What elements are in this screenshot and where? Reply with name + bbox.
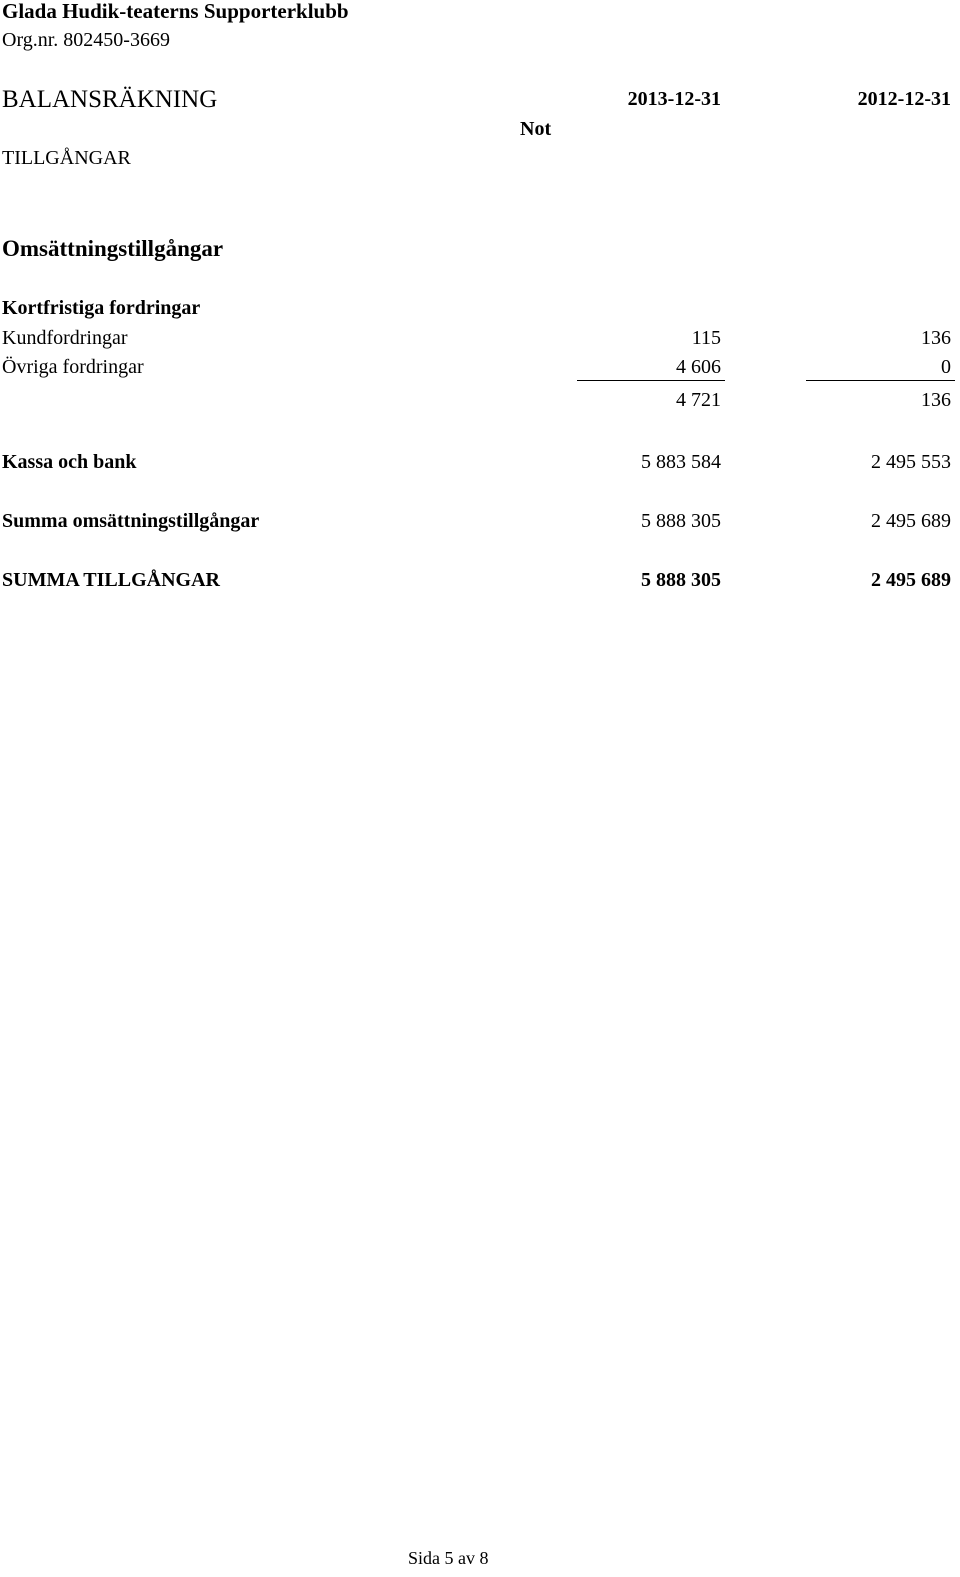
row-value-current: 4 606 bbox=[676, 356, 721, 378]
subtotal-value-previous: 136 bbox=[921, 389, 951, 411]
current-assets-total-previous: 2 495 689 bbox=[871, 510, 951, 532]
current-assets-total-label: Summa omsättningstillgångar bbox=[2, 510, 260, 532]
column-header-previous: 2012-12-31 bbox=[857, 88, 951, 110]
column-header-current: 2013-12-31 bbox=[627, 88, 721, 110]
row-value-current: 115 bbox=[691, 327, 721, 349]
row-value-previous: 0 bbox=[941, 356, 951, 378]
section-heading-assets: TILLGÅNGAR bbox=[2, 147, 131, 169]
grand-total-current: 5 888 305 bbox=[641, 569, 721, 591]
cash-label: Kassa och bank bbox=[2, 451, 137, 473]
organization-number: Org.nr. 802450-3669 bbox=[2, 29, 170, 51]
grand-total-label: SUMMA TILLGÅNGAR bbox=[2, 569, 220, 591]
cash-value-current: 5 883 584 bbox=[641, 451, 721, 473]
current-assets-heading: Omsättningstillgångar bbox=[2, 236, 224, 261]
row-label: Kundfordringar bbox=[2, 327, 128, 349]
organization-name: Glada Hudik-teaterns Supporterklubb bbox=[2, 0, 349, 23]
cash-value-previous: 2 495 553 bbox=[871, 451, 951, 473]
grand-total-previous: 2 495 689 bbox=[871, 569, 951, 591]
current-assets-total-current: 5 888 305 bbox=[641, 510, 721, 532]
row-label: Övriga fordringar bbox=[2, 356, 144, 378]
subtotal-rule-current bbox=[577, 380, 725, 381]
subtotal-value-current: 4 721 bbox=[676, 389, 721, 411]
page-number: Sida 5 av 8 bbox=[408, 1548, 489, 1568]
note-column-header: Not bbox=[520, 118, 552, 140]
report-title: BALANSRÄKNING bbox=[2, 86, 218, 113]
receivables-heading: Kortfristiga fordringar bbox=[2, 297, 201, 319]
row-value-previous: 136 bbox=[921, 327, 951, 349]
subtotal-rule-previous bbox=[806, 380, 955, 381]
